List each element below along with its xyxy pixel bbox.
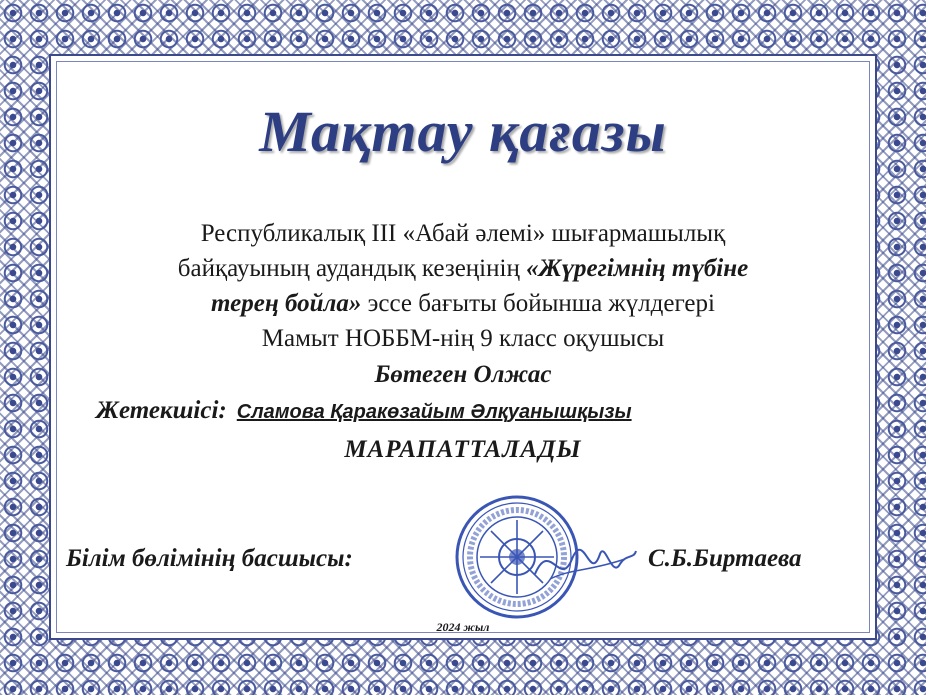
head-of-department-name: С.Б.Биртаева xyxy=(648,545,802,572)
issue-year: 2024 жыл xyxy=(436,620,490,634)
essay-title-part-1: «Жүрегімнің түбіне xyxy=(526,255,749,282)
signature xyxy=(530,529,640,599)
supervisor-name: Сламова Қаракөзайым Әлқуанышқызы xyxy=(236,401,632,423)
recipient-name: Бөтеген Олжас xyxy=(374,361,552,388)
citation-line-3 xyxy=(60,286,866,321)
head-of-department-label: Білім бөлімінің басшысы: xyxy=(66,545,353,572)
certificate-title: Мақтау қағазы xyxy=(259,99,667,164)
supervisor-line xyxy=(96,397,836,425)
citation-line-4: Мамыт НОББМ-нің 9 класс оқушысы xyxy=(261,325,665,352)
supervisor-label: Жетекшісі: xyxy=(96,397,227,424)
essay-title-part-2: терең бойла» xyxy=(211,290,362,317)
citation-line-1: Республикалық ІІІ «Абай әлемі» шығармашылық xyxy=(200,220,726,247)
citation-line-2 xyxy=(60,251,866,286)
certificate-body xyxy=(60,64,866,634)
citation-line-3-rest: эссе бағыты бойынша жүлдегері xyxy=(361,290,715,317)
citation-text xyxy=(60,216,866,356)
citation-line-2-start: байқауының аудандық кезеңінің xyxy=(177,255,527,282)
awarded-text: МАРАПАТТАЛАДЫ xyxy=(344,436,582,463)
